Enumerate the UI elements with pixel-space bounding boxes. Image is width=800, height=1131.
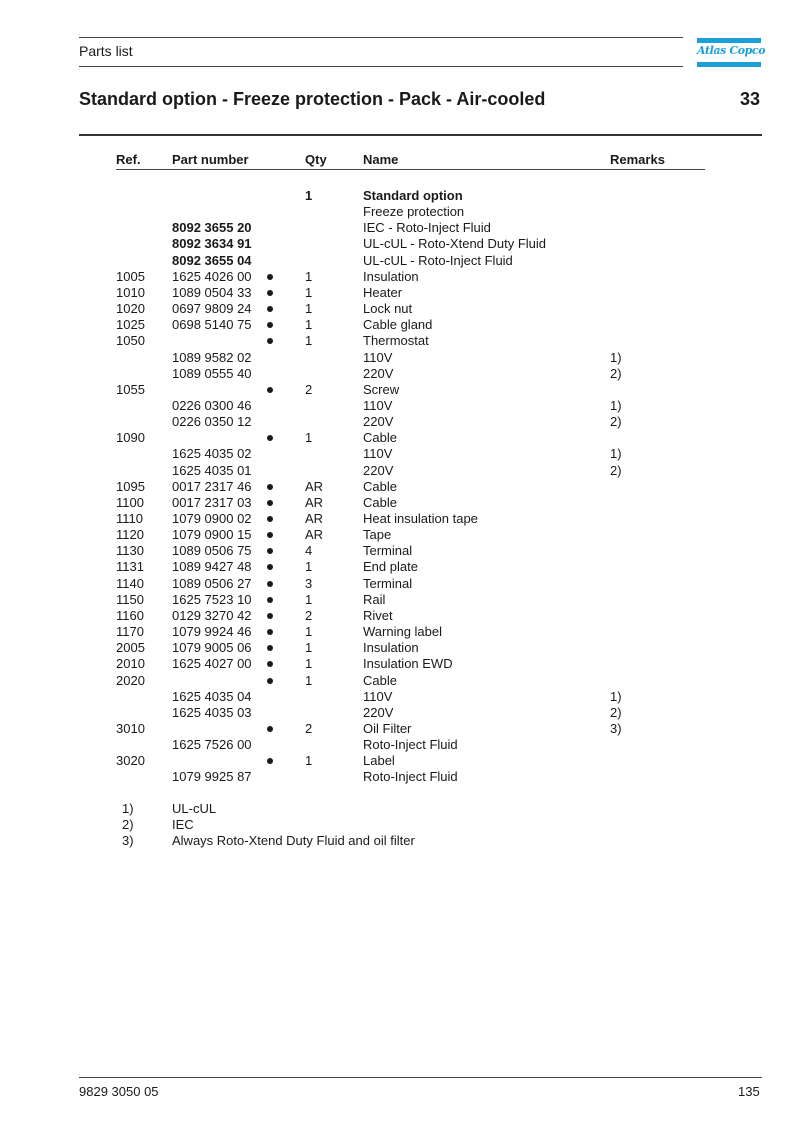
row-qty: 1 xyxy=(305,268,313,284)
row-name: Tape xyxy=(363,527,392,543)
row-ref: 1025 xyxy=(116,317,145,333)
row-bullet-icon xyxy=(267,645,273,651)
row-bullet-icon xyxy=(267,661,273,667)
row-qty: 2 xyxy=(305,607,313,623)
row-name: Warning label xyxy=(363,624,443,640)
row-part-number: 0697 9809 24 xyxy=(172,301,252,317)
row-part-number: 0129 3270 42 xyxy=(172,607,252,623)
row-bullet-icon xyxy=(267,726,273,732)
row-part-number: 8092 3655 04 xyxy=(172,252,252,268)
row-name: Insulation EWD xyxy=(363,656,453,672)
row-remarks: 3) xyxy=(610,720,622,736)
row-qty: 2 xyxy=(305,720,313,736)
row-name: UL-cUL - Roto-Xtend Duty Fluid xyxy=(363,236,547,252)
row-ref: 1010 xyxy=(116,284,145,300)
footer-rule xyxy=(79,1077,762,1078)
row-part-number: 1089 0555 40 xyxy=(172,365,252,381)
row-part-number: 1625 7523 10 xyxy=(172,591,252,607)
row-ref: 2020 xyxy=(116,672,145,688)
row-ref: 2005 xyxy=(116,640,145,656)
row-name: Cable xyxy=(363,672,397,688)
row-bullet-icon xyxy=(267,322,273,328)
row-ref: 1130 xyxy=(116,543,144,559)
row-part-number: 1625 7526 00 xyxy=(172,737,252,753)
brand-logo xyxy=(697,38,766,67)
row-ref: 1055 xyxy=(116,381,145,397)
row-remarks: 2) xyxy=(610,462,622,478)
column-header-part-number: Part number xyxy=(172,152,249,167)
row-qty: 1 xyxy=(305,284,313,300)
row-bullet-icon xyxy=(267,290,273,296)
footnote-text: UL-cUL xyxy=(172,801,217,816)
row-part-number: 1089 0506 27 xyxy=(172,575,252,591)
row-part-number: 1625 4026 00 xyxy=(172,268,252,284)
row-name: Terminal xyxy=(363,543,413,559)
row-name: IEC - Roto-Inject Fluid xyxy=(363,220,491,236)
section-page-number: 33 xyxy=(740,89,761,109)
row-name: 110V xyxy=(363,397,393,413)
row-bullet-icon xyxy=(267,678,273,684)
page-title: Standard option - Freeze protection - Pack - Air-cooled xyxy=(79,89,546,109)
row-ref: 1090 xyxy=(116,430,145,446)
row-qty: AR xyxy=(305,478,324,494)
row-name: 220V xyxy=(363,414,394,430)
row-qty: 1 xyxy=(305,753,313,769)
row-name: Roto-Inject Fluid xyxy=(363,769,458,785)
row-part-number: 1089 0504 33 xyxy=(172,284,252,300)
row-name: Insulation xyxy=(363,640,419,656)
row-name: 110V xyxy=(363,349,393,365)
row-name: Oil Filter xyxy=(363,720,412,736)
row-part-number: 0226 0300 46 xyxy=(172,397,252,413)
row-ref: 1020 xyxy=(116,301,145,317)
row-name: End plate xyxy=(363,559,418,575)
row-part-number: 1625 4035 04 xyxy=(172,688,252,704)
document-number: 9829 3050 05 xyxy=(79,1084,159,1099)
row-name: Heater xyxy=(363,284,403,300)
row-ref: 1095 xyxy=(116,478,145,494)
row-part-number: 1079 0900 02 xyxy=(172,511,252,526)
row-ref: 1140 xyxy=(116,575,144,591)
row-qty: 1 xyxy=(305,591,313,607)
row-part-number: 0017 2317 46 xyxy=(172,478,252,494)
row-bullet-icon xyxy=(267,564,273,570)
row-name: 220V xyxy=(363,704,394,720)
row-remarks: 1) xyxy=(610,446,622,462)
row-name: Rail xyxy=(363,591,386,607)
row-qty: 1 xyxy=(305,188,313,203)
column-header-qty: Qty xyxy=(305,152,327,167)
row-ref: 1005 xyxy=(116,268,145,284)
row-name: 110V xyxy=(363,688,393,704)
row-bullet-icon xyxy=(267,613,273,619)
row-name: 220V xyxy=(363,462,394,478)
row-remarks: 2) xyxy=(610,414,622,430)
row-name: Cable xyxy=(363,494,397,510)
row-qty: AR xyxy=(305,527,324,543)
row-name: Roto-Inject Fluid xyxy=(363,737,458,753)
row-bullet-icon xyxy=(267,516,273,522)
row-ref: 1150 xyxy=(116,591,144,607)
row-qty: 2 xyxy=(305,381,313,397)
row-ref: 3010 xyxy=(116,720,145,736)
row-part-number: 0698 5140 75 xyxy=(172,317,252,333)
row-qty: 4 xyxy=(305,543,313,559)
column-header-remarks: Remarks xyxy=(610,152,665,167)
row-ref: 1160 xyxy=(116,607,144,623)
row-name: Screw xyxy=(363,381,400,397)
header-label: Parts list xyxy=(79,43,133,59)
row-qty: 1 xyxy=(305,317,313,333)
footnote-mark: 1) xyxy=(122,801,134,816)
logo-top-bar xyxy=(697,38,761,43)
column-header-ref: Ref. xyxy=(116,152,141,167)
row-remarks: 1) xyxy=(610,688,622,704)
row-part-number: 1625 4027 00 xyxy=(172,656,252,672)
row-name: Lock nut xyxy=(363,301,413,317)
row-bullet-icon xyxy=(267,758,273,764)
column-header-rule xyxy=(116,169,705,170)
row-qty: 1 xyxy=(305,624,313,640)
row-ref: 3020 xyxy=(116,753,145,769)
row-bullet-icon xyxy=(267,387,273,393)
row-bullet-icon xyxy=(267,629,273,635)
footnote-mark: 2) xyxy=(122,817,134,833)
row-ref: 1170 xyxy=(116,624,144,640)
row-part-number: 0226 0350 12 xyxy=(172,414,252,430)
row-name: Cable gland xyxy=(363,317,433,333)
row-name: 110V xyxy=(363,446,393,462)
row-qty: AR xyxy=(305,511,324,526)
row-qty: 1 xyxy=(305,559,313,575)
column-header-name: Name xyxy=(363,152,399,167)
row-remarks: 2) xyxy=(610,704,622,720)
row-part-number: 1625 4035 03 xyxy=(172,704,252,720)
row-ref: 1131 xyxy=(116,559,144,575)
row-name: Terminal xyxy=(363,575,413,591)
row-name: 220V xyxy=(363,365,394,381)
row-ref: 1100 xyxy=(116,494,144,510)
row-part-number: 1079 0900 15 xyxy=(172,527,252,543)
row-name: Rivet xyxy=(363,607,393,623)
row-part-number: 8092 3655 20 xyxy=(172,220,252,236)
row-qty: 1 xyxy=(305,430,313,446)
row-part-number: 1089 9427 48 xyxy=(172,559,252,575)
logo-bottom-bar xyxy=(697,62,761,67)
row-qty: 1 xyxy=(305,656,313,672)
row-remarks: 2) xyxy=(610,365,622,381)
row-ref: 1110 xyxy=(116,511,143,526)
row-bullet-icon xyxy=(267,500,273,506)
row-bullet-icon xyxy=(267,274,273,280)
row-part-number: 1089 9582 02 xyxy=(172,349,252,365)
row-remarks: 1) xyxy=(610,397,622,413)
logo-text: Atlas Copco xyxy=(697,44,766,57)
row-bullet-icon xyxy=(267,306,273,312)
row-bullet-icon xyxy=(267,484,273,490)
row-bullet-icon xyxy=(267,532,273,538)
row-bullet-icon xyxy=(267,597,273,603)
row-name: Insulation xyxy=(363,268,419,284)
title-rule xyxy=(79,134,762,136)
row-name: Label xyxy=(363,753,395,769)
row-ref: 1120 xyxy=(116,527,144,543)
row-part-number: 1625 4035 02 xyxy=(172,446,252,462)
row-part-number: 1079 9924 46 xyxy=(172,624,252,640)
footnote-text: Always Roto-Xtend Duty Fluid and oil filter xyxy=(172,833,415,849)
row-bullet-icon xyxy=(267,581,273,587)
row-bullet-icon xyxy=(267,548,273,554)
header-bottom-rule xyxy=(79,66,683,67)
row-qty: 3 xyxy=(305,575,313,591)
row-part-number: 0017 2317 03 xyxy=(172,494,252,510)
row-ref: 2010 xyxy=(116,656,145,672)
row-bullet-icon xyxy=(267,435,273,441)
row-name: Cable xyxy=(363,478,397,494)
row-name: Freeze protection xyxy=(363,204,465,220)
row-part-number: 1079 9925 87 xyxy=(172,769,252,785)
row-remarks: 1) xyxy=(610,349,622,365)
footnote-text: IEC xyxy=(172,817,194,833)
row-name: Thermostat xyxy=(363,333,429,349)
row-name: Heat insulation tape xyxy=(363,511,478,526)
row-part-number: 1079 9005 06 xyxy=(172,640,252,656)
row-part-number: 8092 3634 91 xyxy=(172,236,252,252)
row-qty: 1 xyxy=(305,333,313,349)
row-qty: 1 xyxy=(305,672,313,688)
row-name: UL-cUL - Roto-Inject Fluid xyxy=(363,252,513,268)
row-part-number: 1625 4035 01 xyxy=(172,462,252,478)
row-qty: 1 xyxy=(305,301,313,317)
row-ref: 1050 xyxy=(116,333,145,349)
row-qty: AR xyxy=(305,494,324,510)
header-top-rule xyxy=(79,37,683,38)
row-qty: 1 xyxy=(305,640,313,656)
row-name: Standard option xyxy=(363,188,463,203)
footer-page-number: 135 xyxy=(738,1084,760,1099)
row-part-number: 1089 0506 75 xyxy=(172,543,252,559)
footnote-mark: 3) xyxy=(122,833,134,849)
row-bullet-icon xyxy=(267,338,273,344)
row-name: Cable xyxy=(363,430,397,446)
